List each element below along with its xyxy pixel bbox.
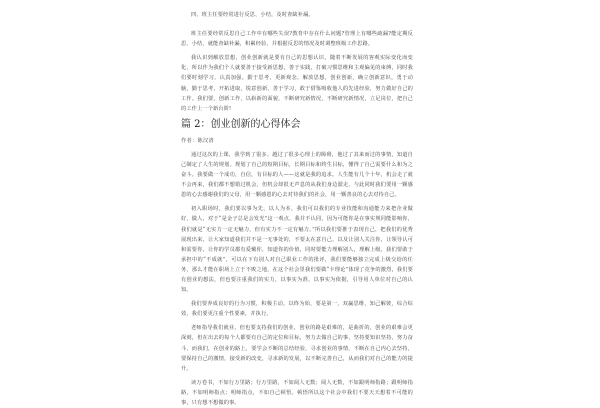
- paragraph: 我们要养成良好的行为习惯，积极主动，以终为始，要是第一，双赢思维，知己解彼，综合综效，我们要更注重个性要素，并执行。: [181, 301, 413, 318]
- document-body: [181, 10, 413, 406]
- paragraph: 我认识到解放思想，创业创新就是要有自己的思想认识，随着不断发展的客观实际变化而变化，所以作为我们个人就要善于接受新思想，善于实践，打破习惯思维和主观偏见的束缚，同时我们要时刻学习、认真加强。勤于思考，更新观念，解放思想，创业创新，确立创新意识，勇于动脑，勤于思考，开拓进取，锐意创新，善于学习，敢于借鉴吸收他人的先进经验，努力做好自己的工作。我们要，创新工作，以崭新的面貌，不断研究新情况，不断研究新情况，立足岗位，把自己的工作上一个新台阶!: [181, 55, 413, 112]
- paragraph: 老师指导我们就业，但也要支持我们的创业，创业的路是艰难的，是曲折的，创业的艰难会更深刻，但在出去的每个人都要有自己的定位和目标，努力去做自己的事，坚持要知识坚持，努力奋斗，而我们，在创业的路上，要学会不断的总结经验，寻求创业的事情，不断在自己内心去坚持，要保持自己的激情，接受新的改变，寻求新的发展，以不断完善自己，从而我们对自己的能力的提升。: [181, 325, 413, 372]
- paragraph: 四、班主任要经常进行反思、小结，及时查缺补漏。: [191, 12, 314, 18]
- author-line: 作者：陈汉清: [181, 137, 214, 144]
- paragraph: 班主任要经常反思自己工作中有哪些失误?教育中存在什么问题?管理上有哪些疏漏?能定期反思、小结，就能查缺补漏，积累经验，并根据反思的情况及时调整班级工作思路。: [181, 31, 413, 48]
- paragraph: 通过这次的上课，我学到了很多。越过了很多心理上的障碍，他过了其来而过的事情，知道自己制定了人生的规划。规划了自己的短期目标，长期目标和终生目标，懂得了自己需要什么和为之奋斗。我要做一个成功，自信，有目标的人——这就是我的追求。人生能有几个十年，机会走了就不会再来，我们都不想错过机会，但机会却很无声息的从我们身边溜走，与此同时我们要用一颗感恩的心去感谢我们的父母，用一颗感恩的心去对待我们的社会，用一颗善良的心去对待自己。: [181, 151, 413, 199]
- paragraph: 初入职场时，我们要以事为先，以人为本，我们可以我们的专业技能和沟通能力来把企业做好，做人，对于“是金子总是会发光”这一观点，我并不认同，因为可能你是在事实规同能影响你，我们就是“无实力一定无魅力，但有实力不一定有魅力。”所以我们要推于表现自己，把我们的优秀展现出来，让大家知道我们并不是一无事处的，不要太在意自己，以及让别人关注你，让领导认可和需要你，让你的学员都有爱戴你，知道你的价值，同时要能力理解别人，理解上级，我们要敢于承担中的“不成就”，可以在下有别人对自己职业工作的批评，我们要能够独立完成上级交给的任务，那么才能在职场上立于不败之地。在这个社会里我们要做“卡理论”体现了竞争的激烈，我们要有创业的想法，但也要注重我们的实力，以事实为准，以事实为依据，引导用人单位对自己的认知。: [181, 206, 413, 294]
- paragraph: 读万卷书，不如行万里路；行万里路，不如阅人无数；阅人无数，不如跟明师指路；跟明师指路，不如明师指点；明师指点，不如自己顿悟。顿悟所以这个社会中我们不要天天想着不可能的事，只有想不想做的事。: [181, 379, 413, 406]
- section-heading: 篇 2：创业创新的心得体会: [181, 118, 301, 130]
